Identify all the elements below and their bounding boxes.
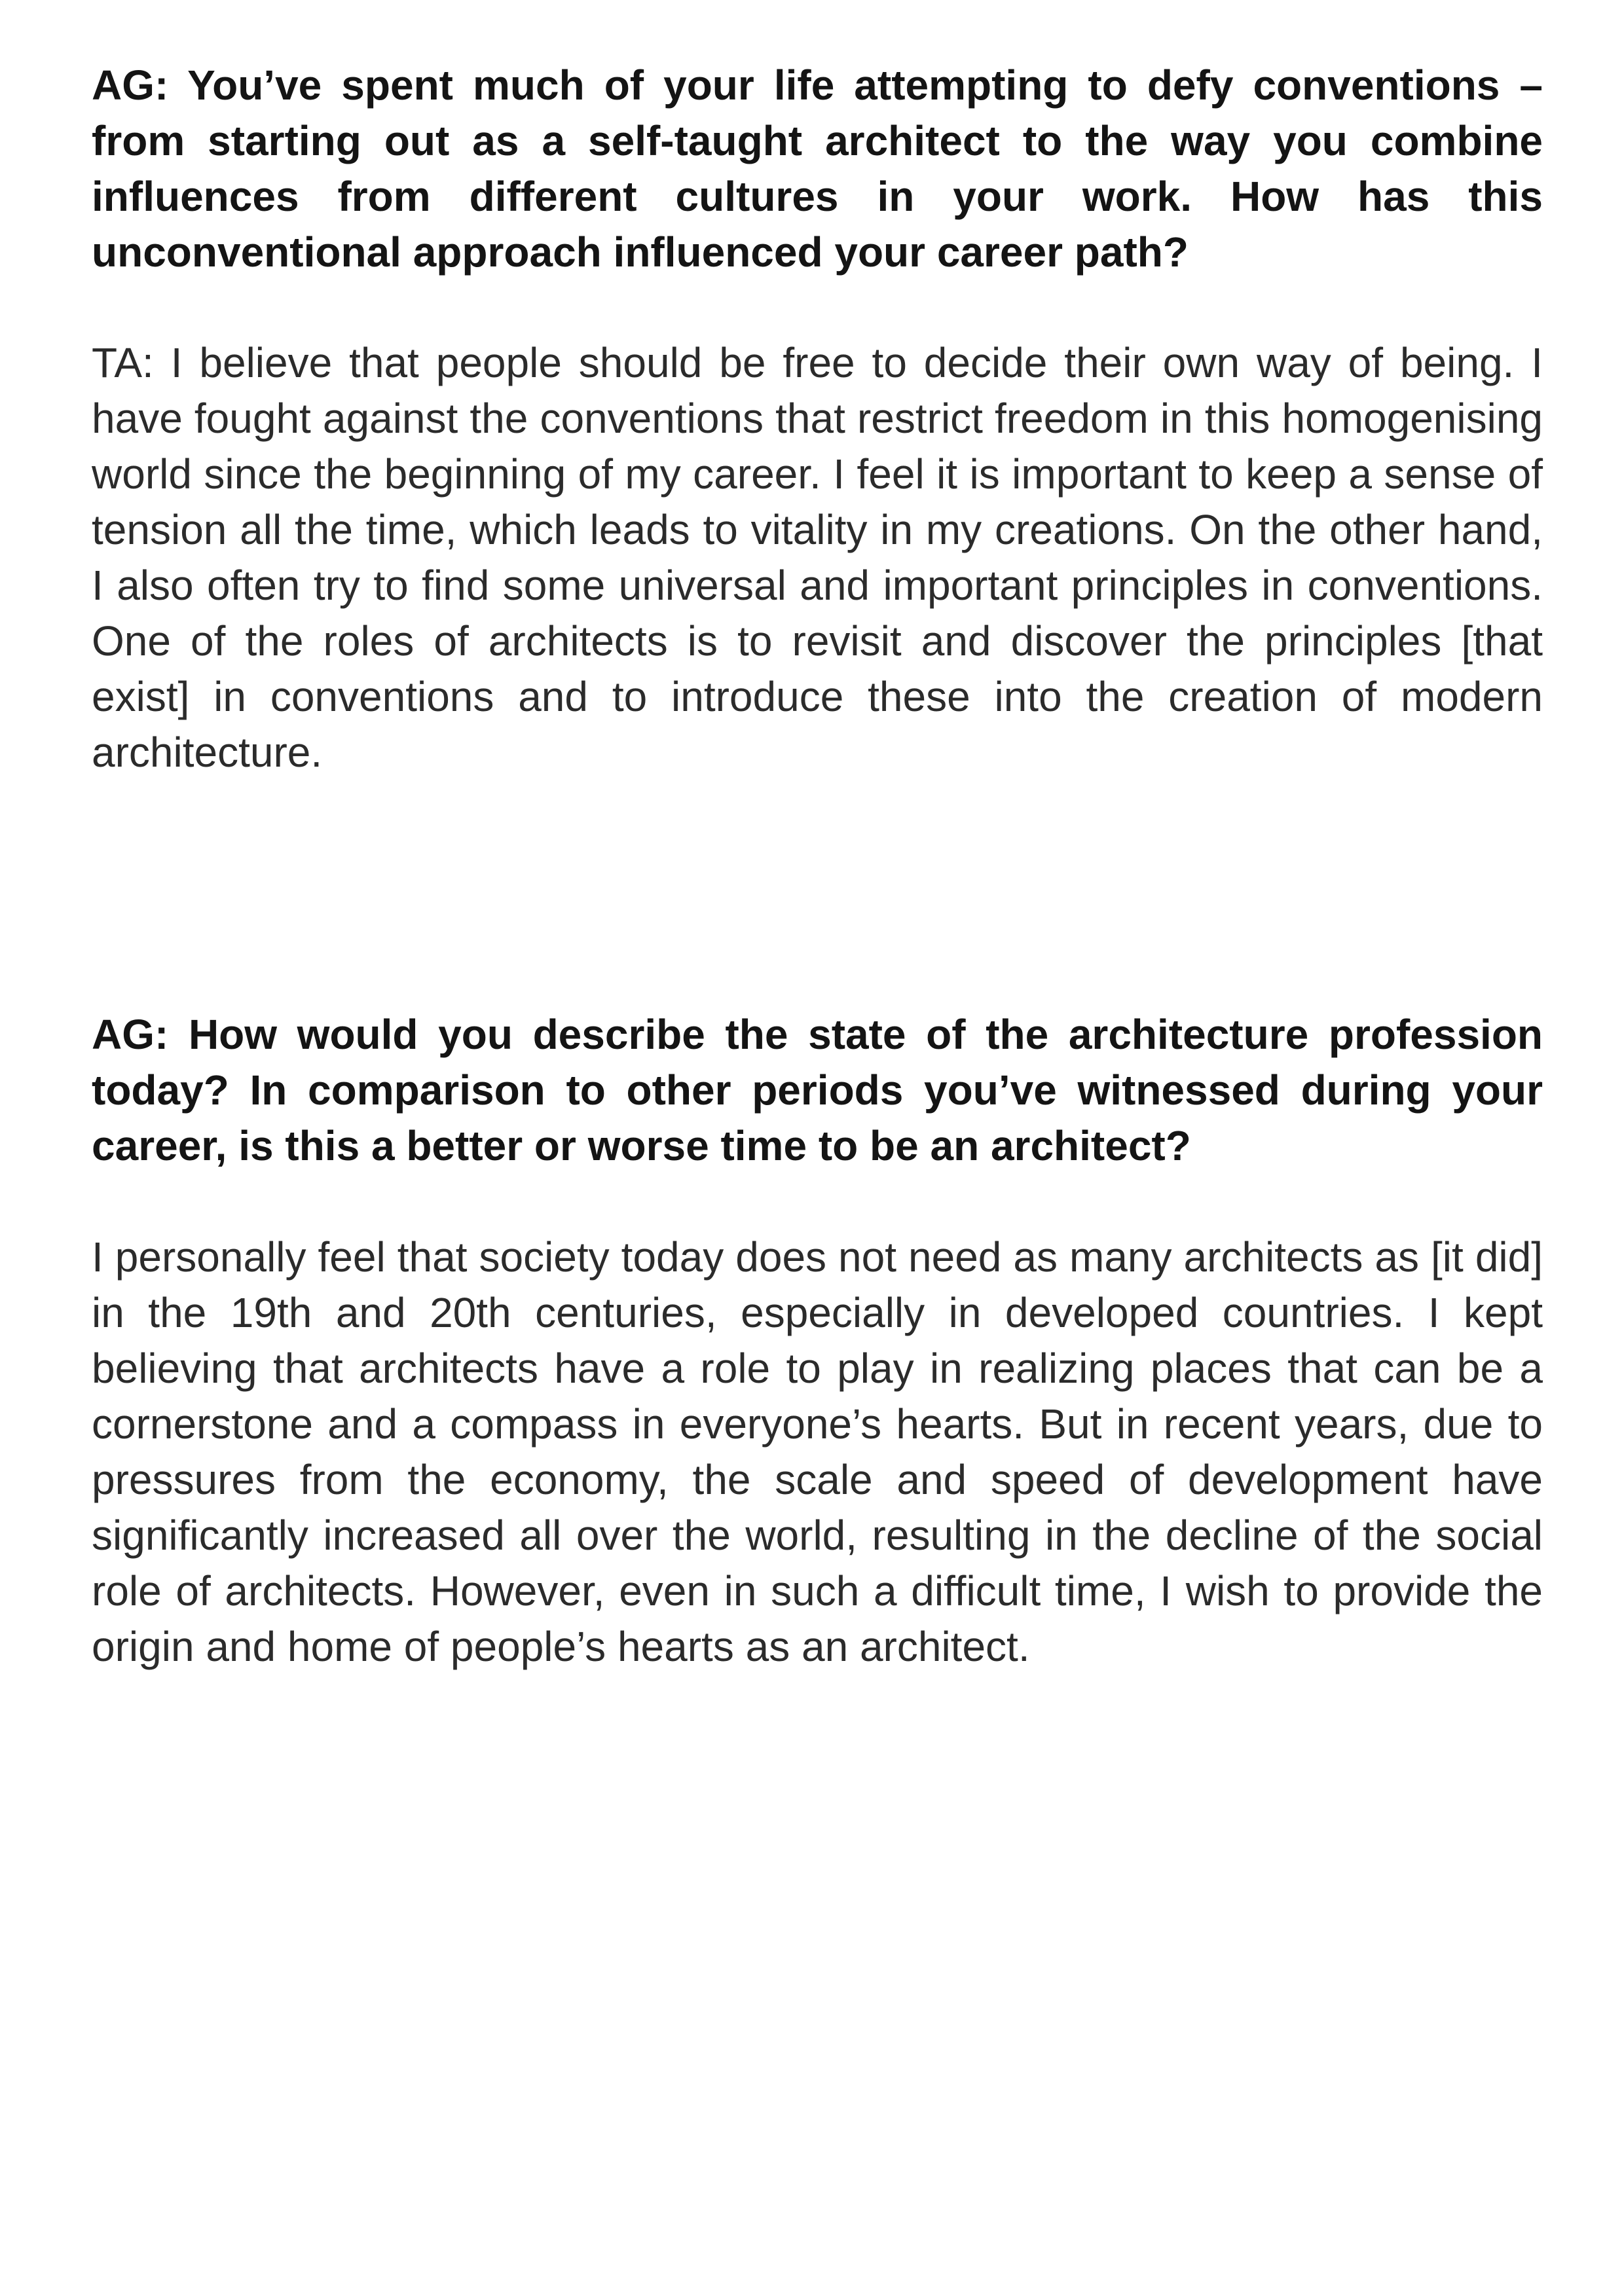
interview-answer-2: I personally feel that society today does not need as many architects as [it did] in the 19th and 20th centuries, especially in developed countries. I kept believing that architects have a role to play in realizing places that can be a cornerstone and a compass in everyone’s hearts. But in recent years, due to pressures from the economy, the scale and speed of development have significantly increased all over the world, resulting in the decline of the social role of architects. However, even in such a difficult time, I wish to provide the origin and home of people’s hearts as an architect.	[92, 1233, 1543, 1670]
interview-question-1: AG: You’ve spent much of your life attempting to defy conventions – from starting out as a self-taught architect to the way you combine influences from different cultures in your work. How has this unconventional approach influenced your career path?	[92, 62, 1543, 276]
interview-question-2: AG: How would you describe the state of the architecture profession today? In comparison to other periods you’ve witnessed during your career, is this a better or worse time to be an architect?	[92, 1011, 1543, 1169]
interview-answer-1: TA: I believe that people should be free to decide their own way of being. I have fought against the conventions that restrict freedom in this homogenising world since the beginning of my career. I feel it is important to keep a sense of tension all the time, which leads to vitality in my creations. On the other hand, I also often try to find some universal and important principles in conventions. One of the roles of architects is to revisit and discover the principles [that exist] in conventions and to introduce these into the creation of modern architecture.	[92, 339, 1543, 776]
